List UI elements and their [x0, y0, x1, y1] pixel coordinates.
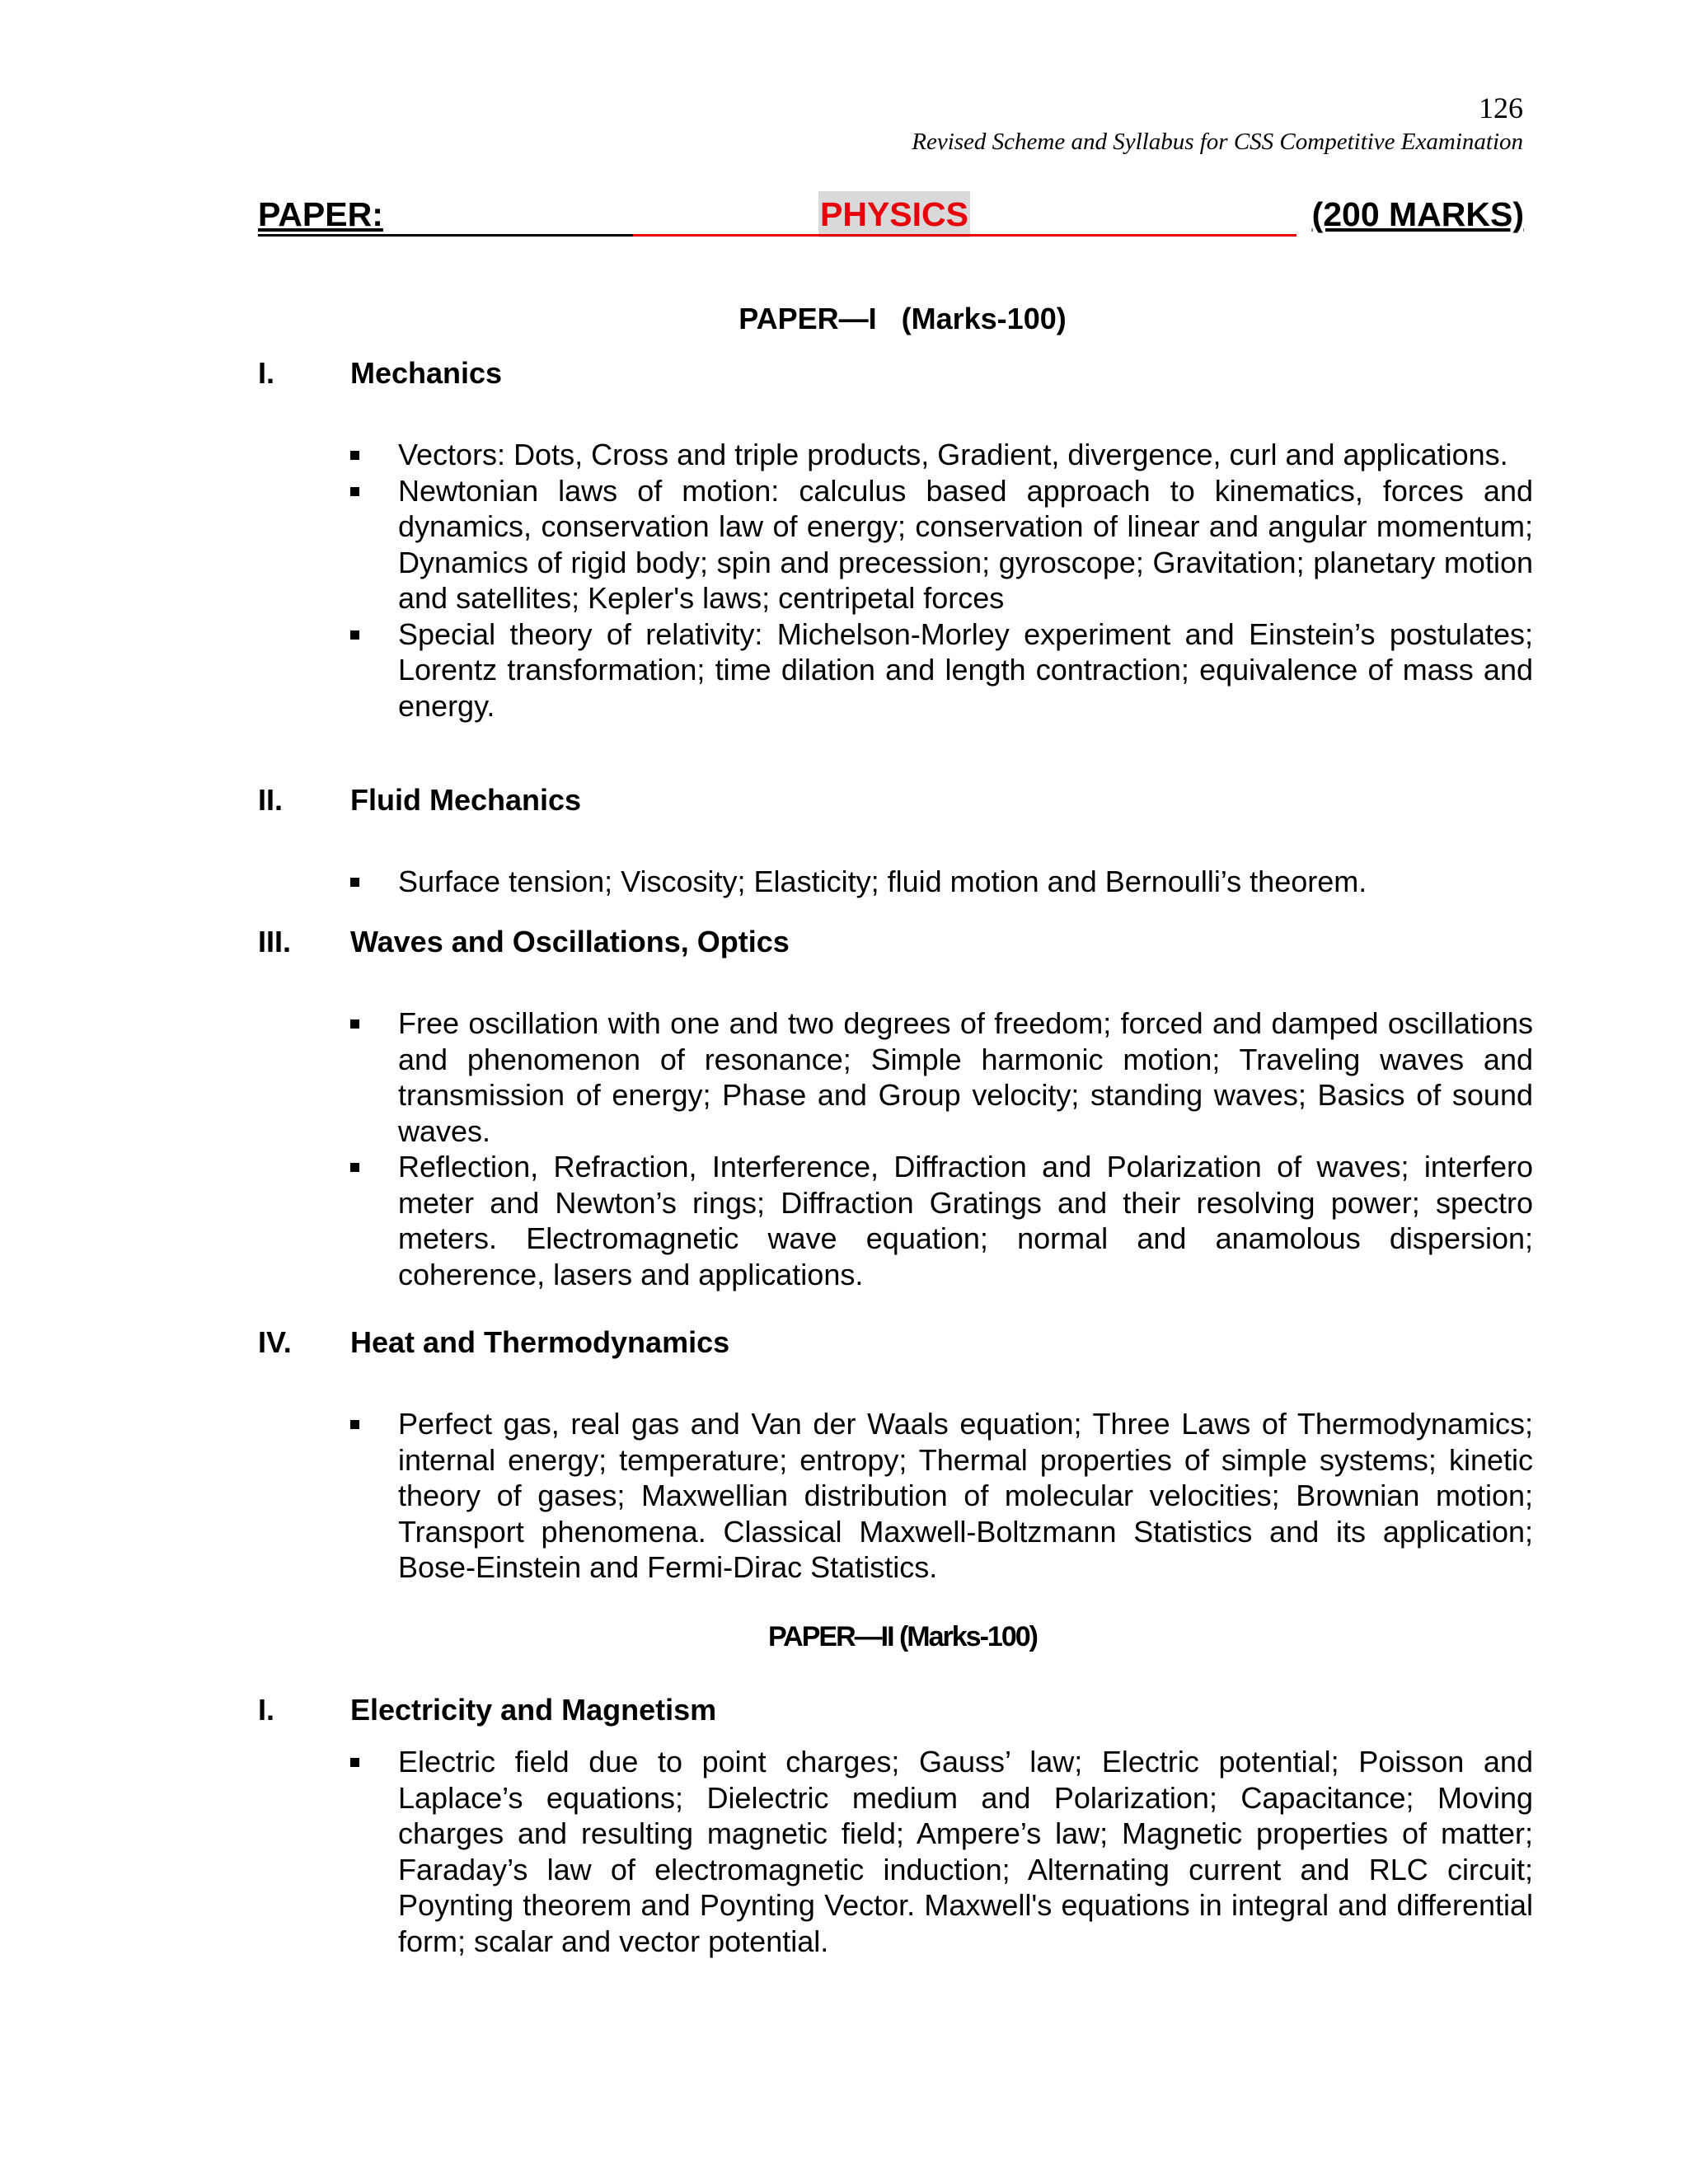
- section-title: Mechanics: [350, 356, 503, 390]
- topic-text: Electric field due to point charges; Gauss’ law; Electric potential; Poisson and Laplace’s equations; Dielectric medium and Polarization; Capacitance; Moving charges and resulting magnetic field; Ampere’s law; Magnetic properties of matter; Faraday’s law of electromagnetic induction; Alternating current and RLC circuit; Poynting theorem and Poynting Vector. Maxwell's equations in integral and differential form; scalar and vector potential.: [398, 1745, 1533, 1958]
- bullet-icon: [350, 1420, 359, 1429]
- topic-list: [350, 1406, 1533, 1586]
- paper-label: PAPER:: [258, 195, 383, 233]
- section-title: Fluid Mechanics: [350, 783, 582, 817]
- topic-item: [350, 473, 1533, 616]
- section-title: Waves and Oscillations, Optics: [350, 925, 790, 958]
- topic-item: [350, 1005, 1533, 1149]
- bullet-icon: [350, 1019, 359, 1029]
- section-number: II.: [258, 783, 284, 817]
- topic-text: Vectors: Dots, Cross and triple products, Gradient, divergence, curl and applications.: [398, 438, 1508, 471]
- section-title: Electricity and Magnetism: [350, 1693, 717, 1727]
- heading-underline-black: [258, 234, 633, 237]
- paper-total-marks: (200 MARKS): [1311, 195, 1524, 233]
- running-header: Revised Scheme and Syllabus for CSS Competitive Examination: [912, 129, 1523, 155]
- topic-list: [350, 1744, 1533, 1959]
- topic-text: Newtonian laws of motion: calculus based approach to kinematics, forces and dynamics, conservation law of energy; conservation of linear and angular momentum; Dynamics of rigid body; spin and precession; gyroscope; Gravitation; planetary motion and satellites; Kepler's laws; centripetal forces: [398, 473, 1533, 615]
- topic-item: [350, 1406, 1533, 1586]
- page-number: 126: [1479, 91, 1523, 124]
- topic-item: [350, 1744, 1533, 1959]
- topic-item: [350, 1149, 1533, 1292]
- topic-text: Special theory of relativity: Michelson-Morley experiment and Einstein’s postulates; Lorentz transformation; time dilation and length contraction; equivalence of mass and energy.: [398, 616, 1533, 723]
- paper-2-title: PAPER—II (Marks-100): [768, 1621, 1037, 1652]
- topic-text: Perfect gas, real gas and Van der Waals equation; Three Laws of Thermodynamics; internal energy; temperature; entropy; Thermal properties of simple systems; kinetic theory of gases; Maxwellian distribution of molecular velocities; Brownian motion; Transport phenomena. Classical Maxwell-Boltzmann Statistics and its application; Bose-Einstein and Fermi-Dirac Statistics.: [398, 1407, 1533, 1584]
- bullet-icon: [350, 451, 359, 460]
- topic-list: [350, 437, 1533, 724]
- topic-text: Free oscillation with one and two degrees of freedom; forced and damped oscillations and phenomenon of resonance; Simple harmonic motion; Traveling waves and transmission of energy; Phase and Group velocity; standing waves; Basics of sound waves.: [398, 1006, 1533, 1148]
- section-number: III.: [258, 925, 292, 958]
- bullet-icon: [350, 630, 359, 640]
- paper-1-title: PAPER—I (Marks-100): [738, 302, 1067, 335]
- heading-underline-red: [633, 234, 1296, 237]
- section-number: IV.: [258, 1325, 292, 1359]
- topic-text: Surface tension; Viscosity; Elasticity; fluid motion and Bernoulli’s theorem.: [398, 865, 1367, 898]
- section-number: I.: [258, 356, 275, 390]
- topic-text: Reflection, Refraction, Interference, Diffraction and Polarization of waves; interfero meter and Newton’s rings; Diffraction Gratings and their resolving power; spectro meters. Electromagnetic wave equation; normal and anamolous dispersion; coherence, lasers and applications.: [398, 1150, 1533, 1291]
- section-title: Heat and Thermodynamics: [350, 1325, 730, 1359]
- topic-item: [350, 616, 1533, 724]
- topic-item: [350, 864, 1533, 900]
- topic-list: [350, 864, 1533, 900]
- bullet-icon: [350, 487, 359, 496]
- topic-item: [350, 437, 1533, 473]
- section-number: I.: [258, 1693, 275, 1727]
- paper-subject: PHYSICS: [818, 191, 970, 237]
- topic-list: [350, 1005, 1533, 1292]
- bullet-icon: [350, 878, 359, 887]
- paper-heading-row: [258, 191, 1524, 237]
- bullet-icon: [350, 1758, 359, 1767]
- bullet-icon: [350, 1163, 359, 1172]
